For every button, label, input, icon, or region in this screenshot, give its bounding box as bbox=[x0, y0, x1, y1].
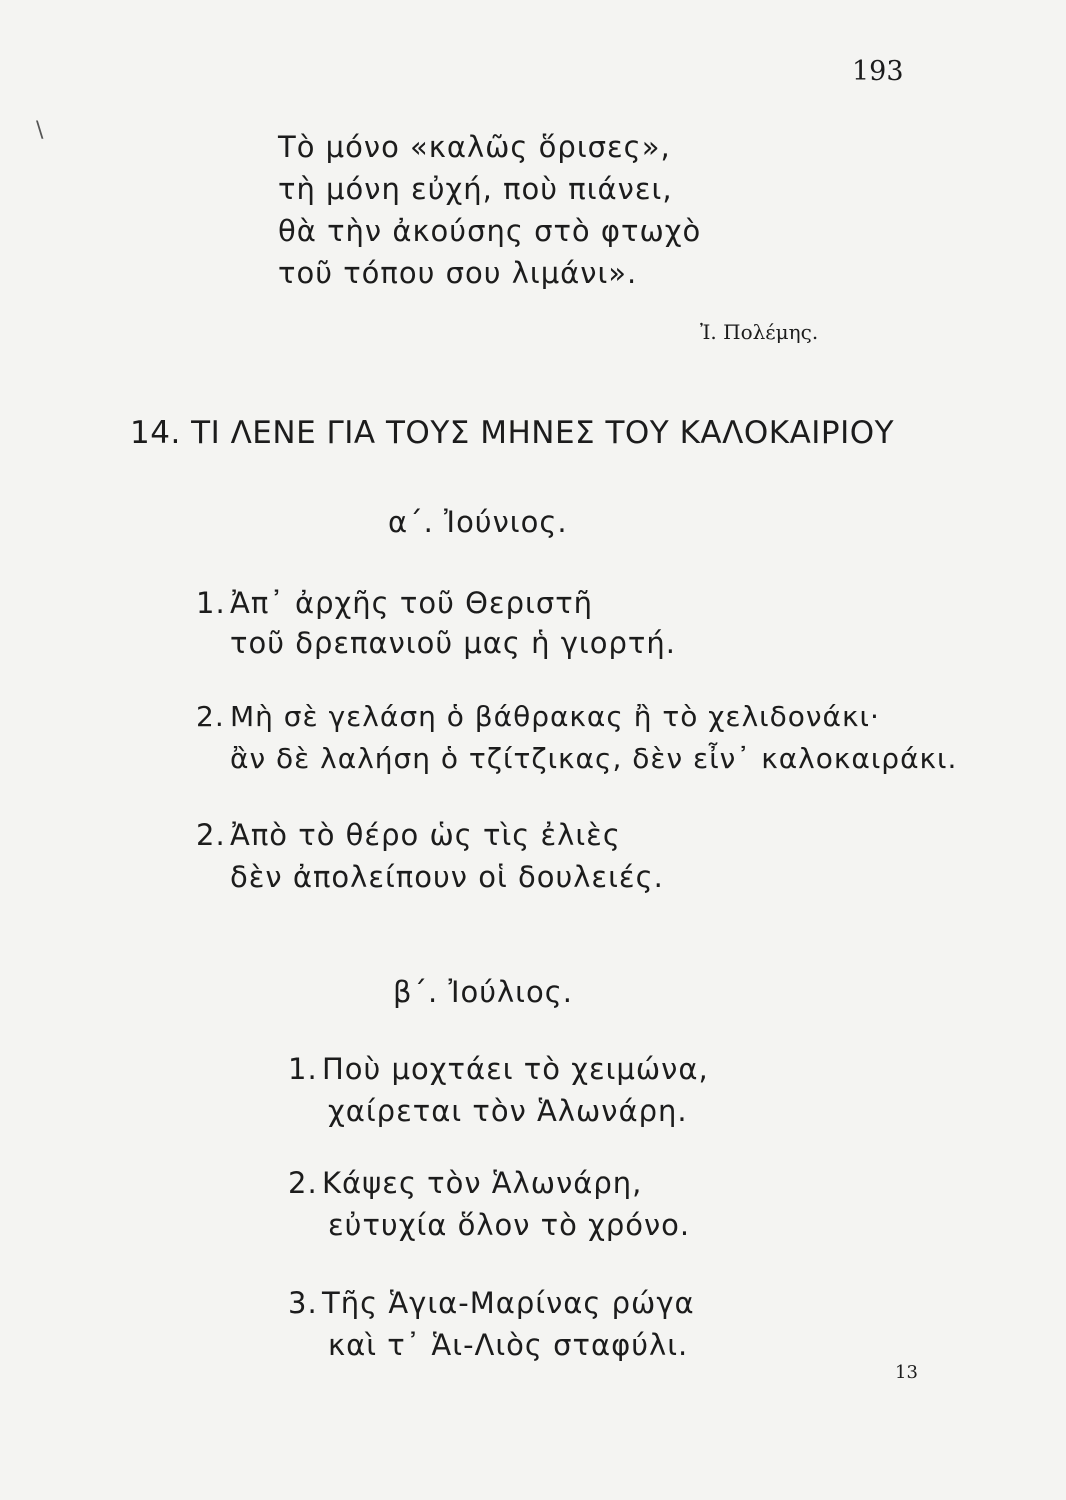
stray-mark: \ bbox=[36, 118, 44, 143]
june-saying-1-line-1 bbox=[196, 586, 593, 620]
june-saying-3-line-2: δὲν ἀπολείπουν οἱ δουλειές. bbox=[230, 860, 664, 894]
saying-number: 2. bbox=[196, 700, 225, 733]
poem-attribution: Ἰ. Πολέμης. bbox=[700, 320, 819, 344]
july-saying-1-line-1 bbox=[288, 1052, 709, 1086]
saying-number: 1. bbox=[288, 1052, 318, 1086]
footer-number: 13 bbox=[895, 1362, 918, 1383]
poem-line: θὰ τὴν ἀκούσης στὸ φτωχὸ bbox=[278, 214, 702, 248]
poem-line: Τὸ μόνο «καλῶς ὅρισες», bbox=[278, 130, 671, 164]
page-number: 193 bbox=[852, 56, 904, 87]
saying-number: 2. bbox=[288, 1166, 318, 1200]
section-title: 14. ΤΙ ΛΕΝΕ ΓΙΑ ΤΟΥΣ ΜΗΝΕΣ ΤΟΥ ΚΑΛΟΚΑΙΡΙΟΥ bbox=[130, 415, 895, 451]
june-saying-1-line-2: τοῦ δρεπανιοῦ μας ἡ γιορτή. bbox=[230, 626, 676, 660]
july-saying-2-line-1 bbox=[288, 1166, 642, 1200]
saying-text: Τῆς Ἁγια-Μαρίνας ρώγα bbox=[322, 1286, 695, 1320]
july-heading: β΄. Ἰούλιος. bbox=[393, 975, 573, 1009]
poem-line: τοῦ τόπου σου λιμάνι». bbox=[278, 256, 638, 290]
july-saying-3-line-2: καὶ τ᾽ Ἁι-Λιὸς σταφύλι. bbox=[328, 1328, 689, 1362]
saying-text: Ἀπὸ τὸ θέρο ὡς τὶς ἐλιὲς bbox=[230, 818, 621, 852]
july-saying-2-line-2: εὐτυχία ὅλον τὸ χρόνο. bbox=[328, 1208, 691, 1242]
july-saying-1-line-2: χαίρεται τὸν Ἁλωνάρη. bbox=[328, 1094, 688, 1128]
poem-line: τὴ μόνη εὐχή, ποὺ πιάνει, bbox=[278, 172, 673, 206]
july-saying-3-line-1 bbox=[288, 1286, 695, 1320]
june-saying-2-line-1 bbox=[196, 700, 880, 733]
june-heading: α΄. Ἰούνιος. bbox=[388, 505, 568, 539]
saying-text: Κάψες τὸν Ἁλωνάρη, bbox=[322, 1166, 643, 1200]
saying-number: 1. bbox=[196, 586, 226, 620]
saying-text: Ποὺ μοχτάει τὸ χειμώνα, bbox=[322, 1052, 709, 1086]
june-saying-3-line-1 bbox=[196, 818, 621, 852]
saying-number: 3. bbox=[288, 1286, 318, 1320]
saying-text: Μὴ σὲ γελάση ὁ βάθρακας ἢ τὸ χελιδονάκι· bbox=[230, 700, 880, 733]
saying-text: Ἀπ᾽ ἀρχῆς τοῦ Θεριστῆ bbox=[230, 586, 594, 620]
june-saying-2-line-2: ἂν δὲ λαλήση ὁ τζίτζικας, δὲν εἶν᾽ καλοκαιράκι. bbox=[230, 742, 958, 775]
saying-number: 2. bbox=[196, 818, 226, 852]
